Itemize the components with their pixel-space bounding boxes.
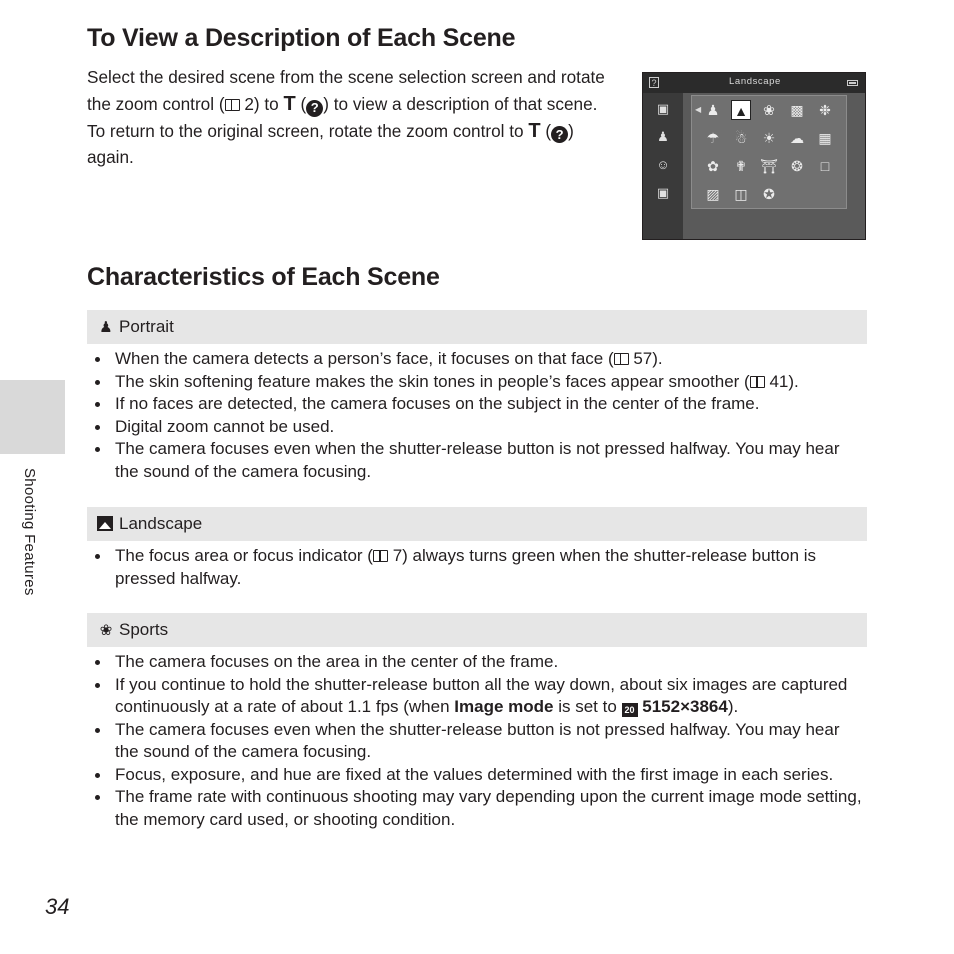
panorama-icon: ◫ — [734, 186, 748, 202]
help-icon: ? — [306, 100, 323, 117]
dusk-dawn-icon: ☁ — [790, 130, 804, 146]
portrait-section-title: Portrait — [119, 317, 174, 336]
image-mode-20m-icon: 20 — [622, 703, 638, 717]
zoom-tele-symbol: T — [528, 119, 541, 142]
intro-text: ) again. — [87, 120, 574, 168]
portrait-scene-icon: ♟ — [657, 129, 669, 144]
list-item: The camera focuses even when the shutter-release button is not pressed halfway. You may hear the sound of the camera focusing. — [94, 719, 864, 764]
sports-section-header — [87, 613, 867, 647]
intro-text: ( — [540, 120, 552, 141]
landscape-bullet-list — [94, 545, 864, 590]
camera-icon: ▣ — [656, 101, 670, 116]
sports-bullet-list — [94, 651, 864, 831]
zoom-tele-symbol: T — [283, 92, 296, 115]
help-icon: ? — [649, 77, 659, 88]
museum-icon: ⛩ — [760, 158, 778, 174]
camera-icon: ▣ — [656, 185, 670, 200]
night-portrait-icon: ▩ — [790, 102, 804, 118]
closeup-icon: ✿ — [707, 158, 719, 174]
landscape-section-header — [87, 507, 867, 541]
section-title-characteristics: Characteristics of Each Scene — [87, 263, 440, 291]
list-item: The skin softening feature makes the skin tones in people’s faces appear smoother ( 41). — [94, 371, 864, 394]
list-item: If no faces are detected, the camera focuses on the subject in the center of the frame. — [94, 393, 864, 416]
camera-mode-sidebar — [643, 93, 683, 239]
intro-text: ) to view a description of that scene. To return to the original screen, rotate the zoom control to — [87, 93, 598, 141]
list-item: If you continue to hold the shutter-release button all the way down, about six images are captured continuously at a rate of about 1.1 fps (when Image mode is set to 20 5152×3864). — [94, 674, 864, 719]
list-item: Focus, exposure, and hue are fixed at the values determined with the first image in each series. — [94, 764, 864, 787]
chapter-side-label: Shooting Features — [21, 468, 38, 596]
intro-text: Select the desired scene from the scene selection screen and rotate the zoom control ( — [87, 67, 605, 114]
snow-icon: ☃ — [734, 130, 748, 146]
sports-section-title: Sports — [119, 620, 169, 639]
book-reference-icon — [750, 376, 765, 388]
beach-icon: ☂ — [706, 130, 720, 146]
list-item: The frame rate with continuous shooting may vary depending upon the current image mode setting, the memory card used, or shooting condition. — [94, 786, 864, 831]
list-item: The focus area or focus indicator ( 7) always turns green when the shutter-release button is pressed halfway. — [94, 545, 864, 590]
chapter-side-tab — [0, 380, 65, 454]
list-item: When the camera detects a person’s face, it focuses on that face ( 57). — [94, 348, 864, 371]
book-reference-icon — [225, 99, 240, 111]
bw-copy-icon: □ — [820, 158, 830, 174]
page-number: 34 — [45, 894, 70, 919]
book-reference-icon — [614, 353, 629, 365]
food-icon: ✟ — [735, 158, 747, 174]
image-size-value: 5152×3864 — [642, 697, 728, 716]
book-reference-icon — [373, 550, 388, 562]
intro-paragraph — [87, 64, 617, 171]
help-icon: ? — [551, 126, 568, 143]
portrait-icon: ♟ — [706, 102, 720, 118]
pet-portrait-icon: ✪ — [763, 186, 775, 202]
section-title-view-description: To View a Description of Each Scene — [87, 24, 516, 52]
sports-icon: ❀ — [99, 622, 113, 639]
sunset-icon: ☀ — [762, 130, 776, 146]
fireworks-icon: ❂ — [791, 158, 803, 174]
camera-screen-title: Landscape — [729, 76, 781, 87]
camera-screen-header — [643, 73, 865, 93]
night-landscape-icon: ▦ — [818, 130, 832, 146]
image-mode-label: Image mode — [454, 697, 554, 716]
scene-icon-grid — [691, 95, 847, 209]
landscape-section-title: Landscape — [119, 514, 203, 533]
list-item: The camera focuses on the area in the center of the frame. — [94, 651, 864, 674]
list-item: Digital zoom cannot be used. — [94, 416, 864, 439]
battery-icon — [847, 80, 858, 86]
intro-text: ( — [295, 93, 307, 114]
camera-scene-menu-screen — [642, 72, 866, 240]
landscape-icon: ▲ — [731, 100, 751, 120]
left-arrow-icon: ◀ — [695, 105, 702, 114]
list-item: The camera focuses even when the shutter-release button is not pressed halfway. You may hear the sound of the camera focusing. — [94, 438, 864, 483]
portrait-icon: ♟ — [99, 319, 113, 336]
portrait-section-header — [87, 310, 867, 344]
camera-screen-main — [683, 93, 865, 239]
sports-icon: ❀ — [763, 102, 775, 118]
party-icon: ❉ — [819, 102, 831, 118]
portrait-bullet-list — [94, 348, 864, 483]
intro-text: 2) to — [239, 93, 284, 114]
backlighting-icon: ▨ — [706, 186, 720, 202]
landscape-icon — [97, 516, 113, 531]
smart-portrait-icon: ☺ — [656, 157, 670, 172]
